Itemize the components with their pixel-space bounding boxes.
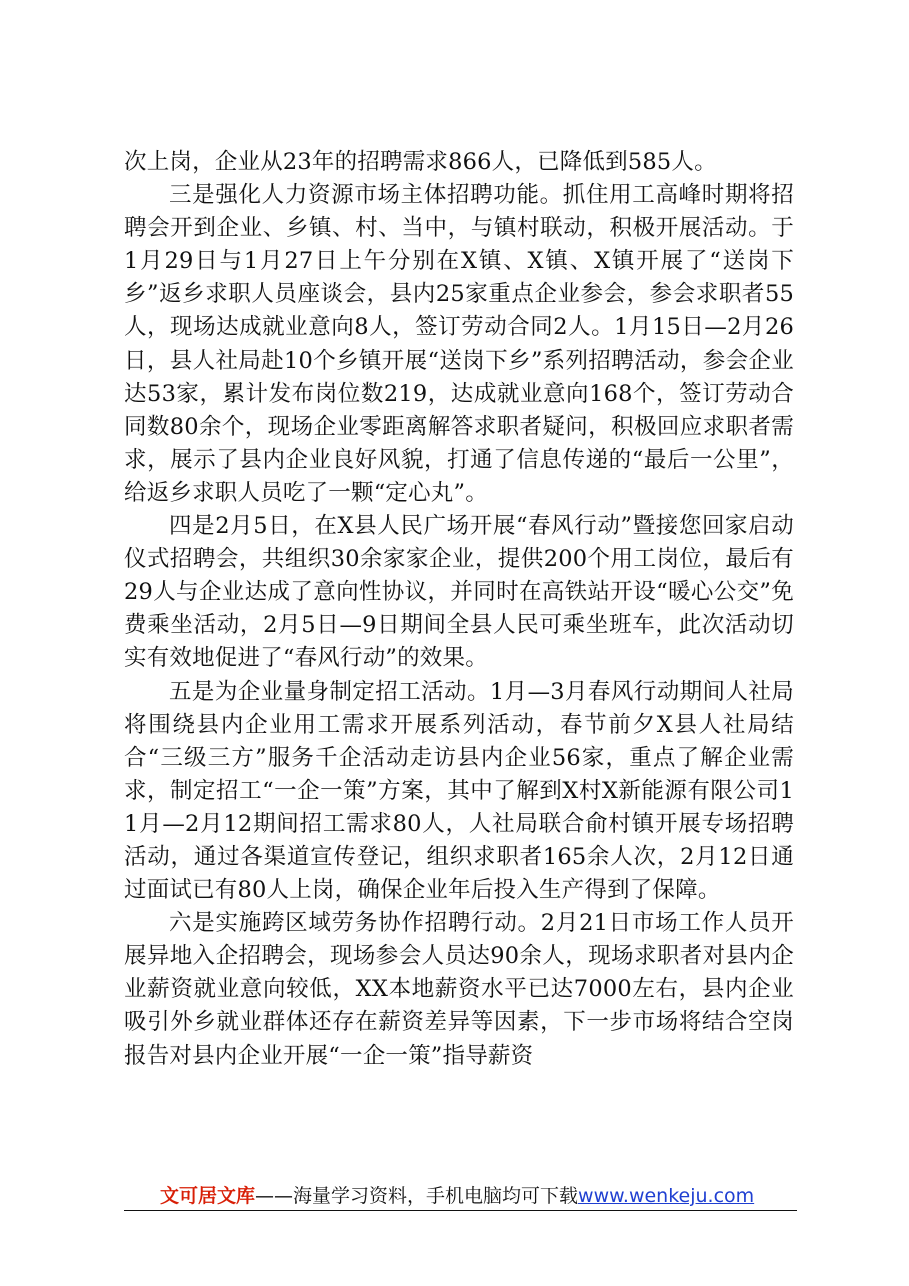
footer-line xyxy=(160,1182,754,1210)
footer-divider xyxy=(124,1210,797,1211)
footer xyxy=(124,1182,797,1210)
paragraph-continued: 次上岗，企业从23年的招聘需求866人，已降低到585人。 xyxy=(124,149,717,175)
footer-tagline: ——海量学习资料，手机电脑均可下载 xyxy=(255,1185,579,1207)
document-body xyxy=(124,146,794,1073)
footer-link[interactable]: www.wenkeju.com xyxy=(578,1185,755,1207)
paragraph-enterprise-recruitment: 五是为企业量身制定招工活动。1月—3月春风行动期间人社局将围绕县内企业用工需求开展系列活动，春节前夕X县人社局结合“三级三方”服务千企活动走访县内企业56家，重点了解企业需求，制定招工“一企一策”方案，其中了解到X村X新能源有限公司11月—2月12期间招工需求80人，人社局联合俞村镇开展专场招聘活动，通过各渠道宣传登记，组织求职者165余人次，2月12日通过面试已有80人上岗，确保企业年后投入生产得到了保障。 xyxy=(124,678,794,904)
footer-brand: 文可居文库 xyxy=(160,1185,256,1207)
paragraph-spring-breeze-fair: 四是2月5日，在X县人民广场开展“春风行动”暨接您回家启动仪式招聘会，共组织30余家家企业，提供200个用工岗位，最后有29人与企业达成了意向性协议，并同时在高铁站开设“暖心公交”免费乘坐活动，2月5日—9日期间全县人民可乘坐班车，此次活动切实有效地促进了“春风行动”的效果。 xyxy=(124,513,794,672)
paragraph-cross-region-cooperation: 六是实施跨区域劳务协作招聘行动。2月21日市场工作人员开展异地入企招聘会，现场参会人员达90余人，现场求职者对县内企业薪资就业意向较低，XX本地薪资水平已达7000左右，县内企业吸引外乡就业群体还存在薪资差异等因素，下一步市场将结合空岗报告对县内企业开展“一企一策”指导薪资 xyxy=(124,910,794,1069)
paragraph-recruitment-function: 三是强化人力资源市场主体招聘功能。抓住用工高峰时期将招聘会开到企业、乡镇、村、当中，与镇村联动，积极开展活动。于1月29日与1月27日上午分别在X镇、X镇、X镇开展了“送岗下乡”返乡求职人员座谈会，县内25家重点企业参会，参会求职者55人，现场达成就业意向8人，签订劳动合同2人。1月15日—2月26日，县人社局赴10个乡镇开展“送岗下乡”系列招聘活动，参会企业达53家，累计发布岗位数219，达成就业意向168个，签订劳动合同数80余个，现场企业零距离解答求职者疑问，积极回应求职者需求，展示了县内企业良好风貌，打通了信息传递的“最后一公里”，给返乡求职人员吃了一颗“定心丸”。 xyxy=(124,182,794,506)
